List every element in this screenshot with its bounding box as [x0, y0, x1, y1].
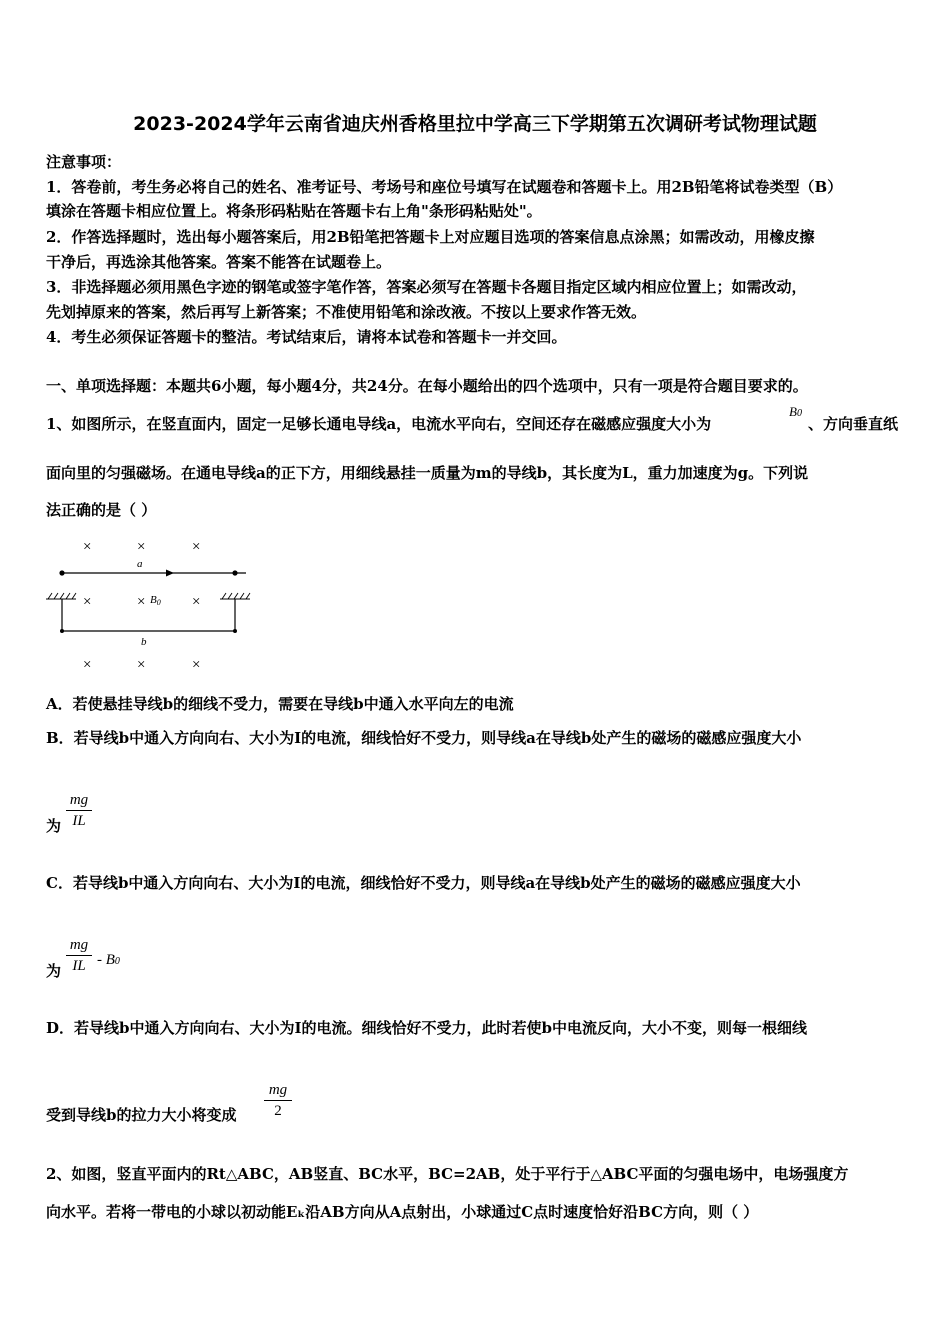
field-cross: × — [192, 539, 201, 555]
field-cross: × — [137, 539, 146, 555]
q1-option-c-tail: - B0 — [97, 952, 120, 968]
q1-option-c-fraction: mg IL — [66, 936, 92, 975]
wire-b-end-right — [233, 629, 237, 633]
q1-line-2: 面向里的匀强磁场。在通电导线a的正下方，用细线悬挂一质量为m的导线b，其长度为L，重力加速度为g。下列说 — [46, 464, 809, 482]
b0-label: B0 — [150, 594, 161, 607]
hatch-left — [48, 593, 76, 599]
current-arrow — [166, 570, 174, 577]
q1-figure — [40, 530, 270, 680]
q1-option-b-wei: 为 — [46, 817, 62, 835]
wire-b-end-left — [60, 629, 64, 633]
q1-option-d-line-2: 受到导线b的拉力大小将变成 — [46, 1106, 237, 1124]
q2-line-1: 2、如图，竖直平面内的Rt△ABC，AB竖直、BC水平，BC=2AB，处于平行于△ABC平面的匀强电场中，电场强度方 — [46, 1165, 849, 1183]
field-cross: × — [83, 539, 92, 555]
notice-line-1: 1．答卷前，考生务必将自己的姓名、准考证号、考场号和座位号填写在试题卷和答题卡上。用2B铅笔将试卷类型（B） — [46, 178, 843, 196]
field-cross: × — [83, 594, 92, 610]
field-cross: × — [192, 594, 201, 610]
notice-line-2: 填涂在答题卡相应位置上。将条形码粘贴在答题卡右上角"条形码粘贴处"。 — [46, 202, 542, 220]
field-cross: × — [192, 657, 201, 673]
q1-line-1: 1、如图所示，在竖直面内，固定一足够长通电导线a，电流水平向右，空间还存在磁感应强度大小为 — [46, 415, 712, 433]
wire-a-label: a — [137, 558, 143, 570]
hatch-right — [222, 593, 250, 599]
notice-heading: 注意事项： — [46, 153, 122, 171]
wire-b-label: b — [141, 636, 147, 648]
wire-a-end-right — [232, 570, 237, 575]
section-heading: 一、单项选择题：本题共6小题，每小题4分，共24分。在每小题给出的四个选项中，只有一项是符合题目要求的。 — [46, 377, 808, 395]
q1-line-1-end: 、方向垂直纸 — [808, 415, 899, 433]
page-title: 2023-2024学年云南省迪庆州香格里拉中学高三下学期第五次调研考试物理试题 — [133, 113, 817, 135]
field-cross: × — [137, 594, 146, 610]
q1-option-c: C．若导线b中通入方向向右、大小为I的电流，细线恰好不受力，则导线a在导线b处产生的磁场的磁感应强度大小 — [46, 874, 801, 892]
notice-line-6: 先划掉原来的答案，然后再写上新答案；不准使用铅笔和涂改液。不按以上要求作答无效。 — [46, 303, 647, 321]
field-cross: × — [137, 657, 146, 673]
notice-line-7: 4．考生必须保证答题卡的整洁。考试结束后，请将本试卷和答题卡一并交回。 — [46, 328, 567, 346]
q1-option-c-wei: 为 — [46, 962, 62, 980]
q1-line-3: 法正确的是（ ） — [46, 501, 157, 519]
q1-option-b: B．若导线b中通入方向向右、大小为I的电流，细线恰好不受力，则导线a在导线b处产生的磁场的磁感应强度大小 — [46, 729, 802, 747]
wire-a-end-left — [59, 570, 64, 575]
q2-line-2: 向水平。若将一带电的小球以初动能Eₖ沿AB方向从A点射出，小球通过C点时速度恰好沿BC方向，则（ ） — [46, 1203, 759, 1221]
notice-line-3: 2．作答选择题时，选出每小题答案后，用2B铅笔把答题卡上对应题目选项的答案信息点涂黑；如需改动，用橡皮擦 — [46, 228, 815, 246]
q1-option-d-fraction: mg 2 — [264, 1081, 292, 1120]
notice-line-4: 干净后，再选涂其他答案。答案不能答在试题卷上。 — [46, 253, 392, 271]
q1-b0-symbol: B0 — [789, 404, 802, 419]
q1-option-b-fraction: mg IL — [66, 791, 92, 830]
q1-option-d: D．若导线b中通入方向向右、大小为I的电流。细线恰好不受力，此时若使b中电流反向，大小不变，则每一根细线 — [46, 1019, 808, 1037]
notice-line-5: 3．非选择题必须用黑色字迹的钢笔或签字笔作答，答案必须写在答题卡各题目指定区域内相应位置上；如需改动， — [46, 278, 807, 296]
q1-option-a: A．若使悬挂导线b的细线不受力，需要在导线b中通入水平向左的电流 — [46, 695, 514, 713]
field-cross: × — [83, 657, 92, 673]
